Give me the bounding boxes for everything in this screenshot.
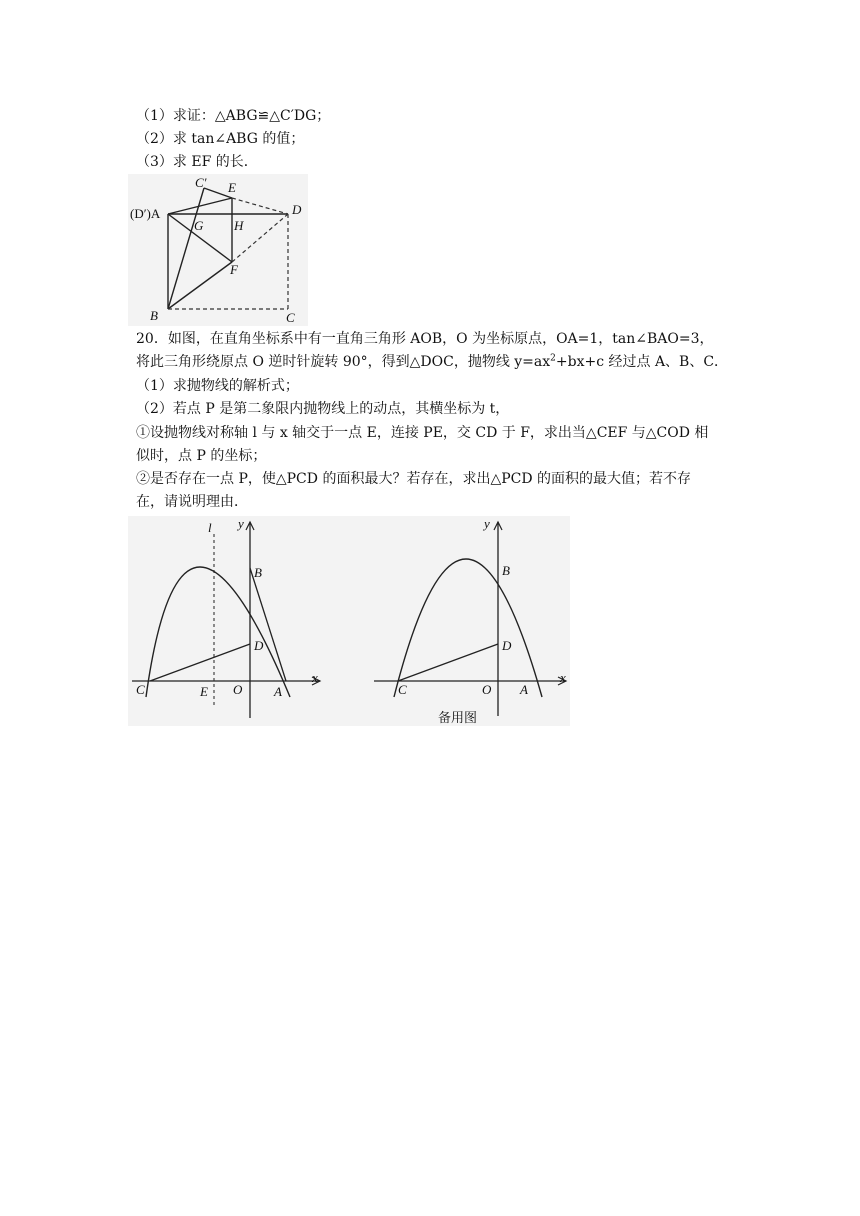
label-c-prime: C′ — [195, 175, 207, 190]
q19-figure — [128, 174, 308, 326]
fig2-label-c: C — [398, 682, 407, 697]
fig1-label-e: E — [200, 684, 208, 699]
q20-figures — [128, 516, 570, 726]
q19-part3: （3）求 EF 的长． — [136, 154, 258, 170]
fig1-label-o: O — [233, 682, 243, 697]
q20-line1: 20．如图，在直角坐标系中有一直角三角形 AOB，O 为坐标原点，OA=1，tan∠BAO=3， — [136, 331, 714, 347]
fig1-label-l: l — [208, 520, 212, 535]
q20-line2: 将此三角形绕原点 O 逆时针旋转 90°，得到△DOC，抛物线 $y=ax^2+bx+c$ 经过点 A、B、C． — [136, 353, 729, 370]
label-g: G — [194, 218, 204, 233]
label-c: C — [286, 310, 295, 325]
q20-sub2-line2: 在，请说明理由． — [136, 494, 248, 510]
fig2-label-o: O — [482, 682, 492, 697]
fig1-label-c: C — [136, 682, 145, 697]
fig2-label-d: D — [502, 638, 512, 653]
fig1-label-x: x — [312, 670, 318, 685]
label-f: F — [230, 262, 238, 277]
q20-sub1-line2: 似时，点 P 的坐标； — [136, 448, 267, 464]
fig1-label-d: D — [254, 638, 264, 653]
label-d-prime-a: (D′)A — [130, 206, 161, 221]
label-d: D — [292, 202, 302, 217]
fig2-caption: 备用图 — [438, 710, 478, 725]
q20-sub1-line1: ①设抛物线对称轴 l 与 x 轴交于一点 E，连接 PE，交 CD 于 F，求出当△CEF 与△COD 相 — [136, 425, 709, 441]
fig1-label-a: A — [274, 684, 282, 699]
fig2-label-b: B — [502, 563, 510, 578]
q19-part1: （1）求证：△ABG≌△C′DG； — [136, 108, 331, 124]
fig2-label-a: A — [520, 682, 528, 697]
label-e: E — [228, 180, 236, 195]
fig1-label-b: B — [254, 565, 262, 580]
q20-sub2-line1: ②是否存在一点 P，使△PCD 的面积最大？若存在，求出△PCD 的面积的最大值；若不存 — [136, 471, 692, 487]
q19-part2: （2）求 tan∠ABG 的值； — [136, 131, 305, 147]
fig2-label-x: x — [560, 670, 566, 685]
q20-part1: （1）求抛物线的解析式； — [136, 378, 299, 394]
fig2-label-y: y — [484, 516, 490, 531]
fig1-label-y: y — [238, 516, 244, 531]
label-b: B — [150, 308, 158, 323]
q20-part2: （2）若点 P 是第二象限内抛物线上的动点，其横坐标为 t， — [136, 401, 510, 417]
label-h: H — [234, 218, 244, 233]
